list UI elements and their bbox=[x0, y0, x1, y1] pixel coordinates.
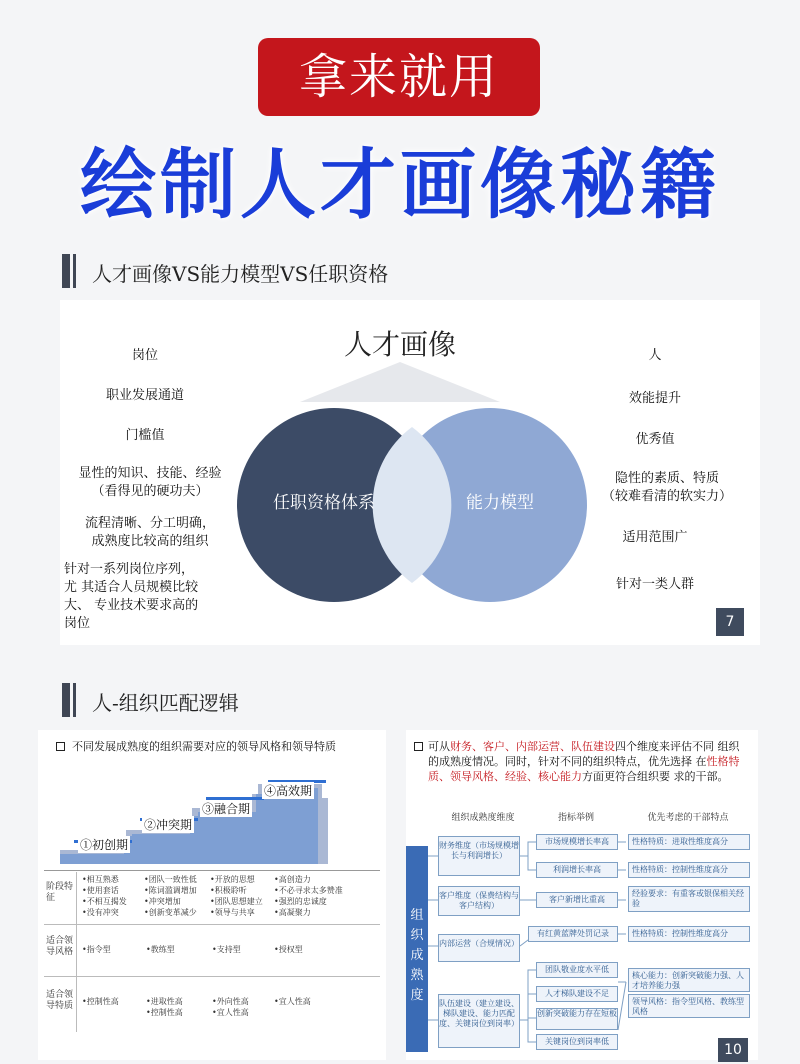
checkbox-icon bbox=[414, 742, 423, 751]
traits-efficient: •宜人性高 bbox=[274, 997, 311, 1006]
checkbox-icon bbox=[56, 742, 65, 751]
left-item-target-3: 大、 专业技术要求高的 bbox=[64, 598, 199, 613]
traits-fusion: •外向性高 •宜人性高 bbox=[212, 997, 249, 1017]
indicator-engagement: 团队敬业度水平低 bbox=[536, 962, 618, 978]
portrait-triangle bbox=[300, 362, 500, 402]
main-title: 绘制人才画像秘籍 bbox=[80, 140, 720, 229]
trait-control: 性格特质：控制性维度高分 bbox=[628, 862, 750, 878]
section1-title: 人才画像VS能力模型VS任职资格 bbox=[92, 262, 389, 286]
row-label-style: 适合领导风格 bbox=[46, 936, 74, 957]
maturity-side-label: 组织成熟度 bbox=[406, 846, 428, 1052]
dimension-operations: 内部运营（合规情况） bbox=[438, 934, 520, 962]
right-item-wide: 适用范围广 bbox=[622, 530, 688, 545]
indicator-pipeline: 人才梯队建设不足 bbox=[536, 986, 618, 1002]
competency-label: 能力模型 bbox=[466, 493, 534, 513]
features-conflict: •团队一致性低 •陈词滥调增加 •冲突增加 •创新变革减少 bbox=[144, 875, 197, 917]
right-item-implicit-note: （较难看清的软实力） bbox=[601, 489, 732, 504]
right-item-efficiency: 效能提升 bbox=[628, 391, 681, 406]
qualification-label: 任职资格体系 bbox=[273, 493, 375, 513]
indicator-penalty: 有红黄蓝牌处罚记录 bbox=[528, 926, 618, 942]
dimension-finance: 财务维度（市场规模增长与利润增长） bbox=[438, 836, 520, 876]
maturity-intro: 可从财务、客户、内部运营、队伍建设四个维度来评估不同 组织的成熟度情况。同时，针对不同的组织特点，优先选择 在性格特质、领导风格、经验、核心能力方面更符合组织要 求的干部。 bbox=[428, 740, 740, 783]
left-item-target-1: 针对一系列岗位序列， bbox=[64, 562, 195, 577]
trait-experience: 经验要求：有重客或银保相关经验 bbox=[628, 886, 750, 912]
page-number-7: 7 bbox=[716, 608, 744, 636]
stage-efficient: ④高效期 bbox=[264, 784, 313, 798]
table-divider bbox=[76, 872, 77, 1032]
indicator-innovation: 创新突破能力存在短板 bbox=[536, 1008, 618, 1030]
col-header-indicator: 指标举例 bbox=[557, 813, 594, 823]
traits-conflict: •进取性高 •控制性高 bbox=[146, 997, 183, 1017]
features-fusion: •开放的思想 •积极聆听 •团队思想建立 •领导与共享 bbox=[210, 875, 263, 917]
section1-marker bbox=[62, 254, 70, 288]
stage-fusion: ③融合期 bbox=[202, 802, 251, 816]
right-item-implicit: 隐性的素质、特质 bbox=[614, 471, 719, 486]
style-directive: •指令型 bbox=[82, 945, 111, 954]
indicator-key-post: 关键岗位到岗率低 bbox=[536, 1034, 618, 1050]
section2-marker bbox=[62, 683, 70, 717]
stage-startup: ①初创期 bbox=[80, 838, 129, 852]
left-item-explicit: 显性的知识、技能、经验 bbox=[78, 466, 222, 481]
left-item-target-4: 岗位 bbox=[64, 616, 91, 631]
trait-control-2: 性格特质：控制性维度高分 bbox=[628, 926, 750, 942]
table-divider bbox=[44, 976, 380, 977]
style-coaching: •教练型 bbox=[146, 945, 175, 954]
table-divider bbox=[44, 870, 380, 871]
trait-aggressive: 性格特质：进取性维度高分 bbox=[628, 834, 750, 850]
left-item-career-path: 职业发展通道 bbox=[105, 388, 184, 403]
left-item-explicit-note: （看得见的硬功夫） bbox=[91, 484, 209, 499]
portrait-label: 人才画像 bbox=[343, 328, 456, 361]
header-badge: 拿来就用 bbox=[258, 38, 540, 116]
left-item-process: 流程清晰、分工明确， bbox=[84, 516, 215, 531]
features-efficient: •高创造力 •不必寻求太多赞准 •强烈的忠诚度 •高凝聚力 bbox=[274, 875, 343, 917]
dimension-customer: 客户维度（保费结构与客户结构） bbox=[438, 886, 520, 916]
row-label-stage: 阶段特征 bbox=[46, 882, 74, 903]
stage-conflict: ②冲突期 bbox=[144, 818, 193, 832]
left-item-maturity: 成熟度比较高的组织 bbox=[91, 534, 209, 549]
style-supportive: •支持型 bbox=[212, 945, 241, 954]
left-item-threshold: 门槛值 bbox=[125, 428, 165, 443]
leadership-intro: 不同发展成熟度的组织需要对应的领导风格和领导特质 bbox=[72, 740, 336, 753]
right-item-group: 针对一类人群 bbox=[615, 577, 694, 592]
style-delegating: •授权型 bbox=[274, 945, 303, 954]
row-label-traits: 适合领导特质 bbox=[46, 990, 74, 1011]
features-startup: •相互熟悉 •使用套话 •不相互揭发 •没有冲突 bbox=[82, 875, 127, 917]
indicator-new-customer: 客户新增比重高 bbox=[536, 892, 618, 908]
trait-leadership-style: 领导风格：指令型风格、教练型风格 bbox=[628, 994, 750, 1018]
indicator-market-growth: 市场规模增长率高 bbox=[536, 834, 618, 850]
traits-startup: •控制性高 bbox=[82, 997, 119, 1006]
left-item-post: 岗位 bbox=[131, 348, 158, 363]
dimension-team: 队伍建设（建立建设、梯队建设、能力匹配度、关键岗位到岗率） bbox=[438, 994, 520, 1048]
table-divider bbox=[44, 924, 380, 925]
left-item-target-2: 尤 其适合人员规模比较 bbox=[64, 580, 199, 595]
col-header-traits: 优先考虑的干部特点 bbox=[647, 813, 729, 823]
indicator-profit-growth: 利润增长率高 bbox=[536, 862, 618, 878]
right-item-excellent: 优秀值 bbox=[635, 432, 675, 447]
section2-title: 人-组织匹配逻辑 bbox=[92, 691, 239, 715]
trait-core-ability: 核心能力：创新突破能力强、人才培养能力强 bbox=[628, 968, 750, 992]
col-header-dimension: 组织成熟度维度 bbox=[451, 813, 515, 823]
page-number-10: 10 bbox=[718, 1038, 748, 1062]
right-item-person: 人 bbox=[648, 348, 662, 363]
